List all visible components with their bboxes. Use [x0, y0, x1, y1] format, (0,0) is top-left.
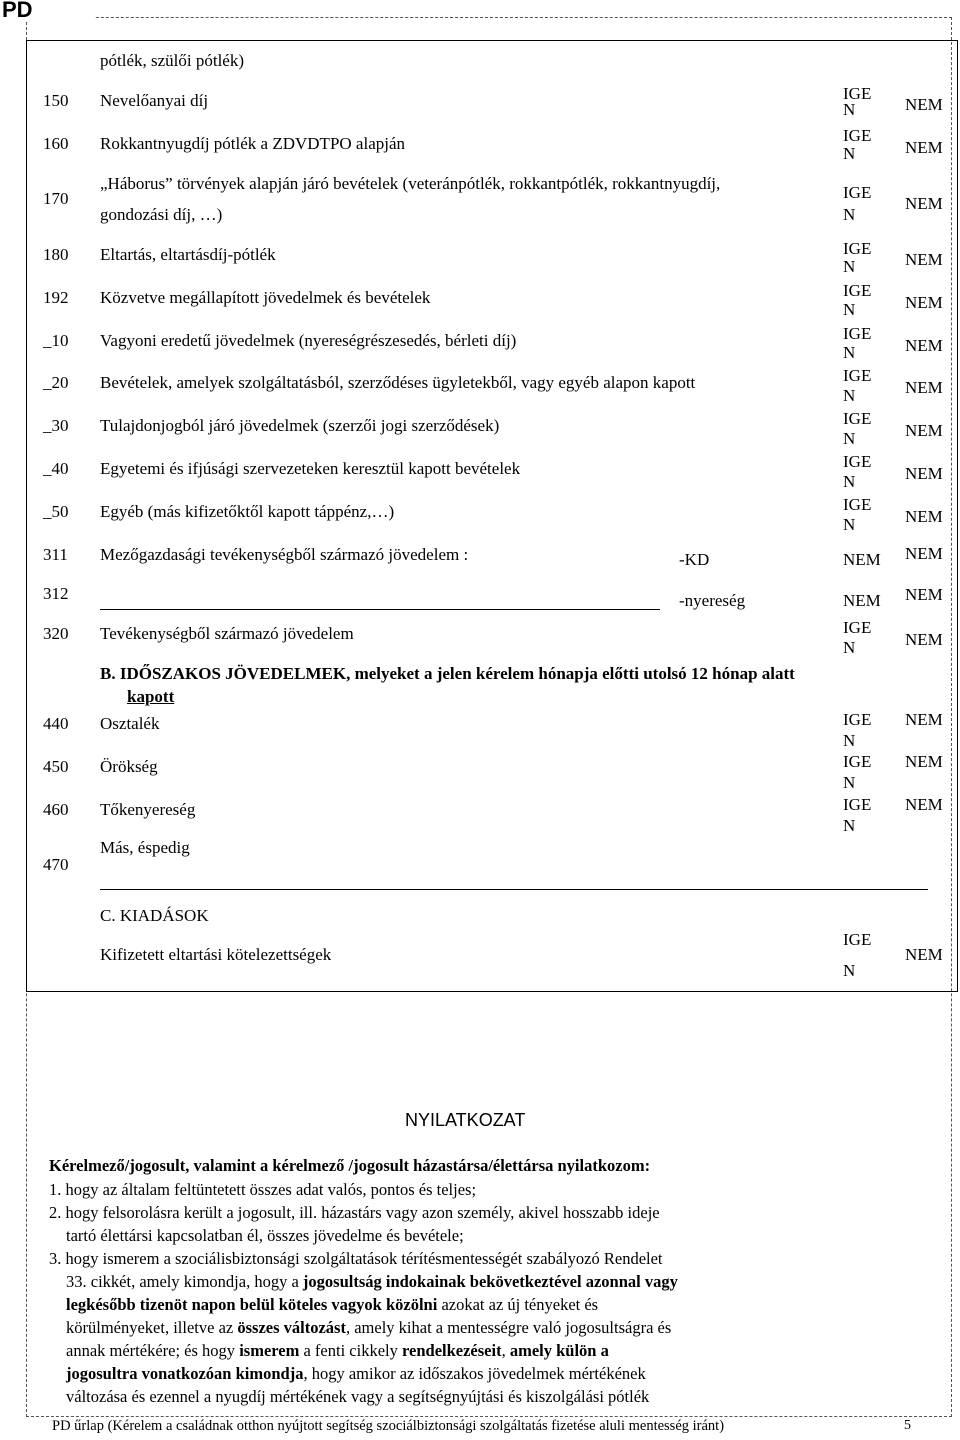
yes-option-n: N	[843, 343, 856, 362]
declaration-item-cont: 33. cikkét, amely kimondja, hogy a jogosultság indokainak bekövetkeztével azonnal vagy	[66, 1272, 678, 1291]
no-option[interactable]: NEM	[905, 250, 943, 269]
yes-option-n: N	[843, 300, 856, 319]
yes-option-n: N	[843, 816, 856, 835]
yes-option[interactable]: IGE	[843, 324, 872, 343]
row-desc: Mezőgazdasági tevékenységből származó jövedelem :	[100, 545, 469, 564]
row-desc: pótlék, szülői pótlék)	[100, 51, 245, 70]
row-number: _10	[43, 331, 69, 350]
declaration-item: 3. hogy ismerem a szociálisbiztonsági szolgáltatások térítésmentességét szabályozó Rendelet	[49, 1249, 663, 1268]
yes-option-n: N	[843, 429, 856, 448]
row-number: 470	[43, 855, 69, 874]
declaration-item-cont: változása és ezennel a nyugdíj mértékének vagy a segítségnyújtási és kiszolgálási pótlék	[66, 1387, 650, 1406]
row-desc: Tevékenységből származó jövedelem	[100, 624, 354, 643]
row-number: 440	[43, 714, 69, 733]
yes-option-n: N	[843, 515, 856, 534]
row-number: 192	[43, 288, 69, 307]
row-number: 460	[43, 800, 69, 819]
yes-option[interactable]: IGE	[843, 752, 872, 771]
no-option[interactable]: NEM	[843, 550, 881, 569]
kd-label: -KD	[679, 550, 710, 569]
no-option[interactable]: NEM	[905, 507, 943, 526]
yes-option[interactable]: IGE	[843, 795, 872, 814]
no-option[interactable]: NEM	[905, 95, 943, 114]
input-line[interactable]	[100, 889, 928, 890]
yes-option-n: N	[843, 144, 856, 163]
yes-option[interactable]: IGE	[843, 366, 872, 385]
declaration-item: 2. hogy felsorolásra került a jogosult, ill. házastárs vagy azon személy, akivel hosszabb ideje	[49, 1203, 660, 1222]
page-footer: PD űrlap (Kérelem a családnak otthon nyújtott segítség szociálbiztonsági szolgáltatás fizetése aluli mentesség iránt)	[52, 1418, 725, 1434]
declaration-item-cont: legkésőbb tizenöt napon belül köteles vagyok közölni azokat az új tényeket és	[66, 1295, 599, 1314]
row-number: 450	[43, 757, 69, 776]
yes-option-n: N	[843, 472, 856, 491]
no-option[interactable]: NEM	[905, 421, 943, 440]
row-desc: Tőkenyereség	[100, 800, 196, 819]
row-number: _40	[43, 459, 69, 478]
declaration-item-cont: jogosultra vonatkozóan kimondja, hogy amikor az időszakos jövedelmek mértékének	[66, 1364, 646, 1383]
page-number: 5	[904, 1418, 911, 1433]
yes-option-n: N	[843, 731, 856, 750]
yes-option-n: N	[843, 205, 856, 224]
row-number: 150	[43, 91, 69, 110]
yes-option-n: N	[843, 386, 856, 405]
row-number: 320	[43, 624, 69, 643]
no-option[interactable]: NEM	[843, 591, 881, 610]
row-desc: Vagyoni eredetű jövedelmek (nyereségrészesedés, bérleti díj)	[100, 331, 517, 350]
row-desc: Közvetve megállapított jövedelmek és bevételek	[100, 288, 431, 307]
yes-option[interactable]: IGE	[843, 930, 872, 949]
row-desc: Eltartás, eltartásdíj-pótlék	[100, 245, 276, 264]
yes-option-n: N	[843, 773, 856, 792]
no-option[interactable]: NEM	[905, 945, 943, 964]
no-option[interactable]: NEM	[905, 585, 943, 604]
input-line[interactable]	[100, 609, 660, 610]
row-number: 180	[43, 245, 69, 264]
no-option[interactable]: NEM	[905, 194, 943, 213]
row-number: 170	[43, 189, 69, 208]
yes-option[interactable]: IGE	[843, 452, 872, 471]
section-c-title: C. KIADÁSOK	[100, 906, 209, 925]
declaration-title: NYILATKOZAT	[405, 1110, 526, 1130]
no-option[interactable]: NEM	[905, 795, 943, 814]
declaration-intro: Kérelmező/jogosult, valamint a kérelmező /jogosult házastársa/élettársa nyilatkozom:	[49, 1156, 651, 1175]
row-desc: Bevételek, amelyek szolgáltatásból, szerződéses ügyletekből, vagy egyéb alapon kapott	[100, 373, 696, 392]
yes-option[interactable]: IGE	[843, 281, 872, 300]
no-option[interactable]: NEM	[905, 464, 943, 483]
row-number: 311	[43, 545, 68, 564]
no-option[interactable]: NEM	[905, 544, 943, 563]
declaration-item-cont: annak mértékére; és hogy ismerem a fenti cikkely rendelkezéseit, amely külön a	[66, 1341, 609, 1360]
yes-option[interactable]: IGE	[843, 495, 872, 514]
declaration-item-cont: körülményeket, illetve az összes változást, amely kihat a mentességre való jogosultságra és	[66, 1318, 672, 1337]
yes-option[interactable]: IGE	[843, 239, 872, 258]
yes-option-n: N	[843, 961, 856, 980]
row-desc: Örökség	[100, 757, 158, 776]
yes-option-n: N	[843, 638, 856, 657]
row-desc: Rokkantnyugdíj pótlék a ZDVDTPO alapján	[100, 134, 406, 153]
profit-label: -nyereség	[679, 591, 746, 610]
no-option[interactable]: NEM	[905, 138, 943, 157]
section-b-title-line2: kapott	[127, 687, 175, 706]
yes-option[interactable]: IGE	[843, 183, 872, 202]
row-number: _50	[43, 502, 69, 521]
row-desc: Egyetemi és ifjúsági szervezeteken keresztül kapott bevételek	[100, 459, 521, 478]
row-number: 160	[43, 134, 69, 153]
no-option[interactable]: NEM	[905, 293, 943, 312]
section-b-title: B. IDŐSZAKOS JÖVEDELMEK, melyeket a jelen kérelem hónapja előtti utolsó 12 hónap alatt	[100, 664, 795, 683]
yes-option[interactable]: IGE	[843, 710, 872, 729]
no-option[interactable]: NEM	[905, 752, 943, 771]
row-desc: Más, éspedig	[100, 838, 190, 857]
yes-option-n: N	[843, 100, 856, 119]
row-number: _20	[43, 373, 69, 392]
yes-option[interactable]: IGE	[843, 84, 872, 103]
declaration-item-cont: tartó élettársi kapcsolatban él, összes jövedelme és bevétele;	[66, 1226, 464, 1245]
row-desc: Egyéb (más kifizetőktől kapott táppénz,…)	[100, 502, 395, 521]
no-option[interactable]: NEM	[905, 378, 943, 397]
row-number: 312	[43, 584, 69, 603]
yes-option-n: N	[843, 257, 856, 276]
row-number: _30	[43, 416, 69, 435]
row-desc-line2: gondozási díj, …)	[100, 205, 223, 224]
declaration-item: 1. hogy az általam feltüntetett összes adat valós, pontos és teljes;	[49, 1180, 477, 1199]
row-desc: Kifizetett eltartási kötelezettségek	[100, 945, 332, 964]
no-option[interactable]: NEM	[905, 710, 943, 729]
page-header-title: PD	[0, 0, 94, 20]
yes-option[interactable]: IGE	[843, 618, 872, 637]
row-desc: Osztalék	[100, 714, 160, 733]
row-desc: „Háborus” törvények alapján járó bevételek (veteránpótlék, rokkantpótlék, rokkantnyugdíj,	[100, 174, 721, 193]
yes-option[interactable]: IGE	[843, 126, 872, 145]
no-option[interactable]: NEM	[905, 336, 943, 355]
yes-option[interactable]: IGE	[843, 409, 872, 428]
no-option[interactable]: NEM	[905, 630, 943, 649]
row-desc: Tulajdonjogból járó jövedelmek (szerzői jogi szerződések)	[100, 416, 500, 435]
row-desc: Nevelőanyai díj	[100, 91, 209, 110]
